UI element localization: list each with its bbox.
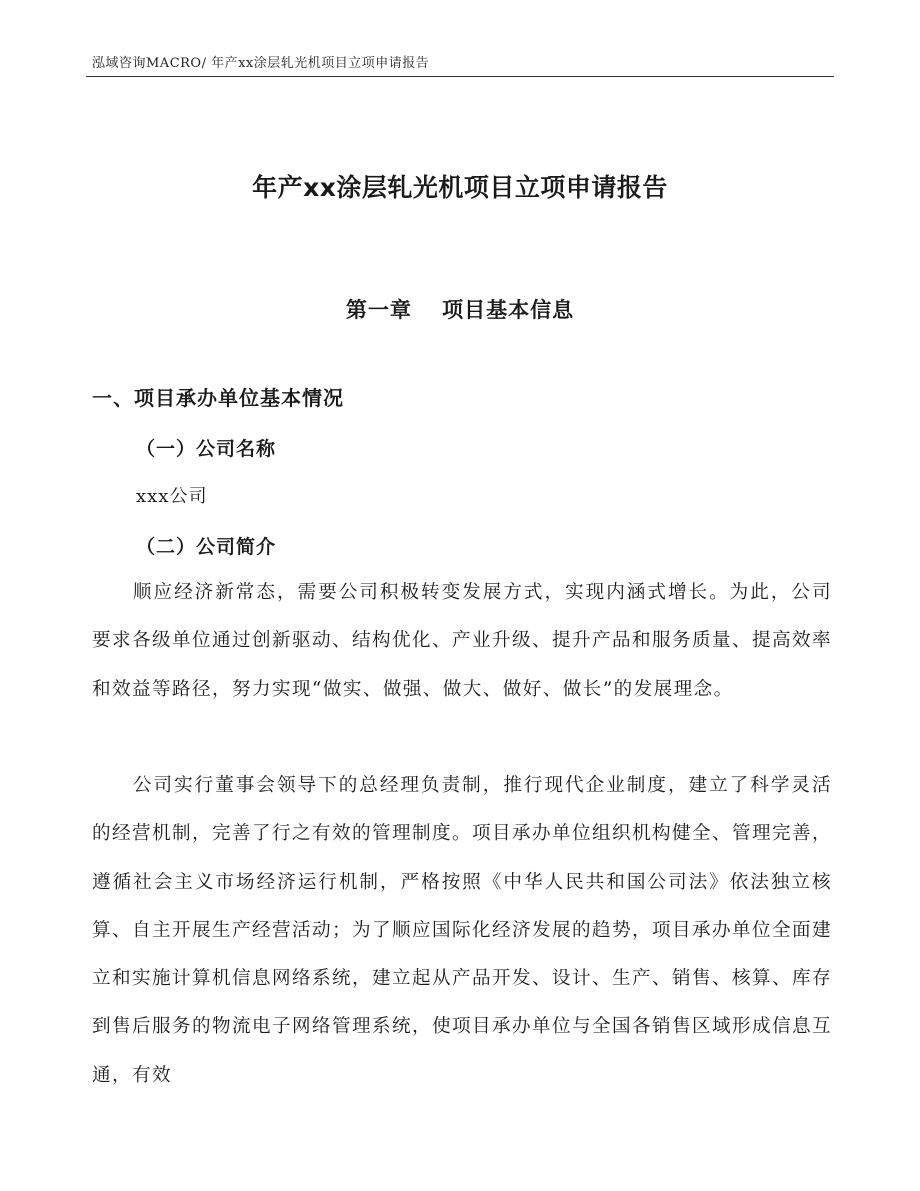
chapter-title: 第一章 项目基本信息 <box>345 298 575 322</box>
subsection-heading-company-profile: （二）公司简介 <box>136 536 277 558</box>
document-title: 年产xx涂层轧光机项目立项申请报告 <box>252 173 668 202</box>
page-header: 泓域咨询MACRO/ 年产xx涂层轧光机项目立项申请报告 <box>92 56 430 71</box>
section-heading: 一、项目承办单位基本情况 <box>92 386 344 410</box>
subsection-heading-company-name: （一）公司名称 <box>136 438 277 460</box>
body-paragraph-2: 公司实行董事会领导下的总经理负责制，推行现代企业制度，建立了科学灵活的经营机制，完善了行之有效的管理制度。项目承办单位组织机构健全、管理完善，遵循社会主义市场经济运行机制，严格按照《中华人民共和国公司法》依法独立核算、自主开展生产经营活动；为了顺应国际化经济发展的趋势，项目承办单位全面建立和实施计算机信息网络系统，建立起从产品开发、设计、生产、销售、核算、库存到售后服务的物流电子网络管理系统，使项目承办单位与全国各销售区域形成信息互通，有效 <box>92 775 832 1086</box>
company-name-text: xxx公司 <box>136 486 208 507</box>
header-divider <box>86 76 834 77</box>
body-paragraph-1: 顺应经济新常态，需要公司积极转变发展方式，实现内涵式增长。为此，公司要求各级单位通过创新驱动、结构优化、产业升级、提升产品和服务质量、提高效率和效益等路径，努力实现“做实、做强、做大、做好、做长”的发展理念。 <box>92 582 832 700</box>
